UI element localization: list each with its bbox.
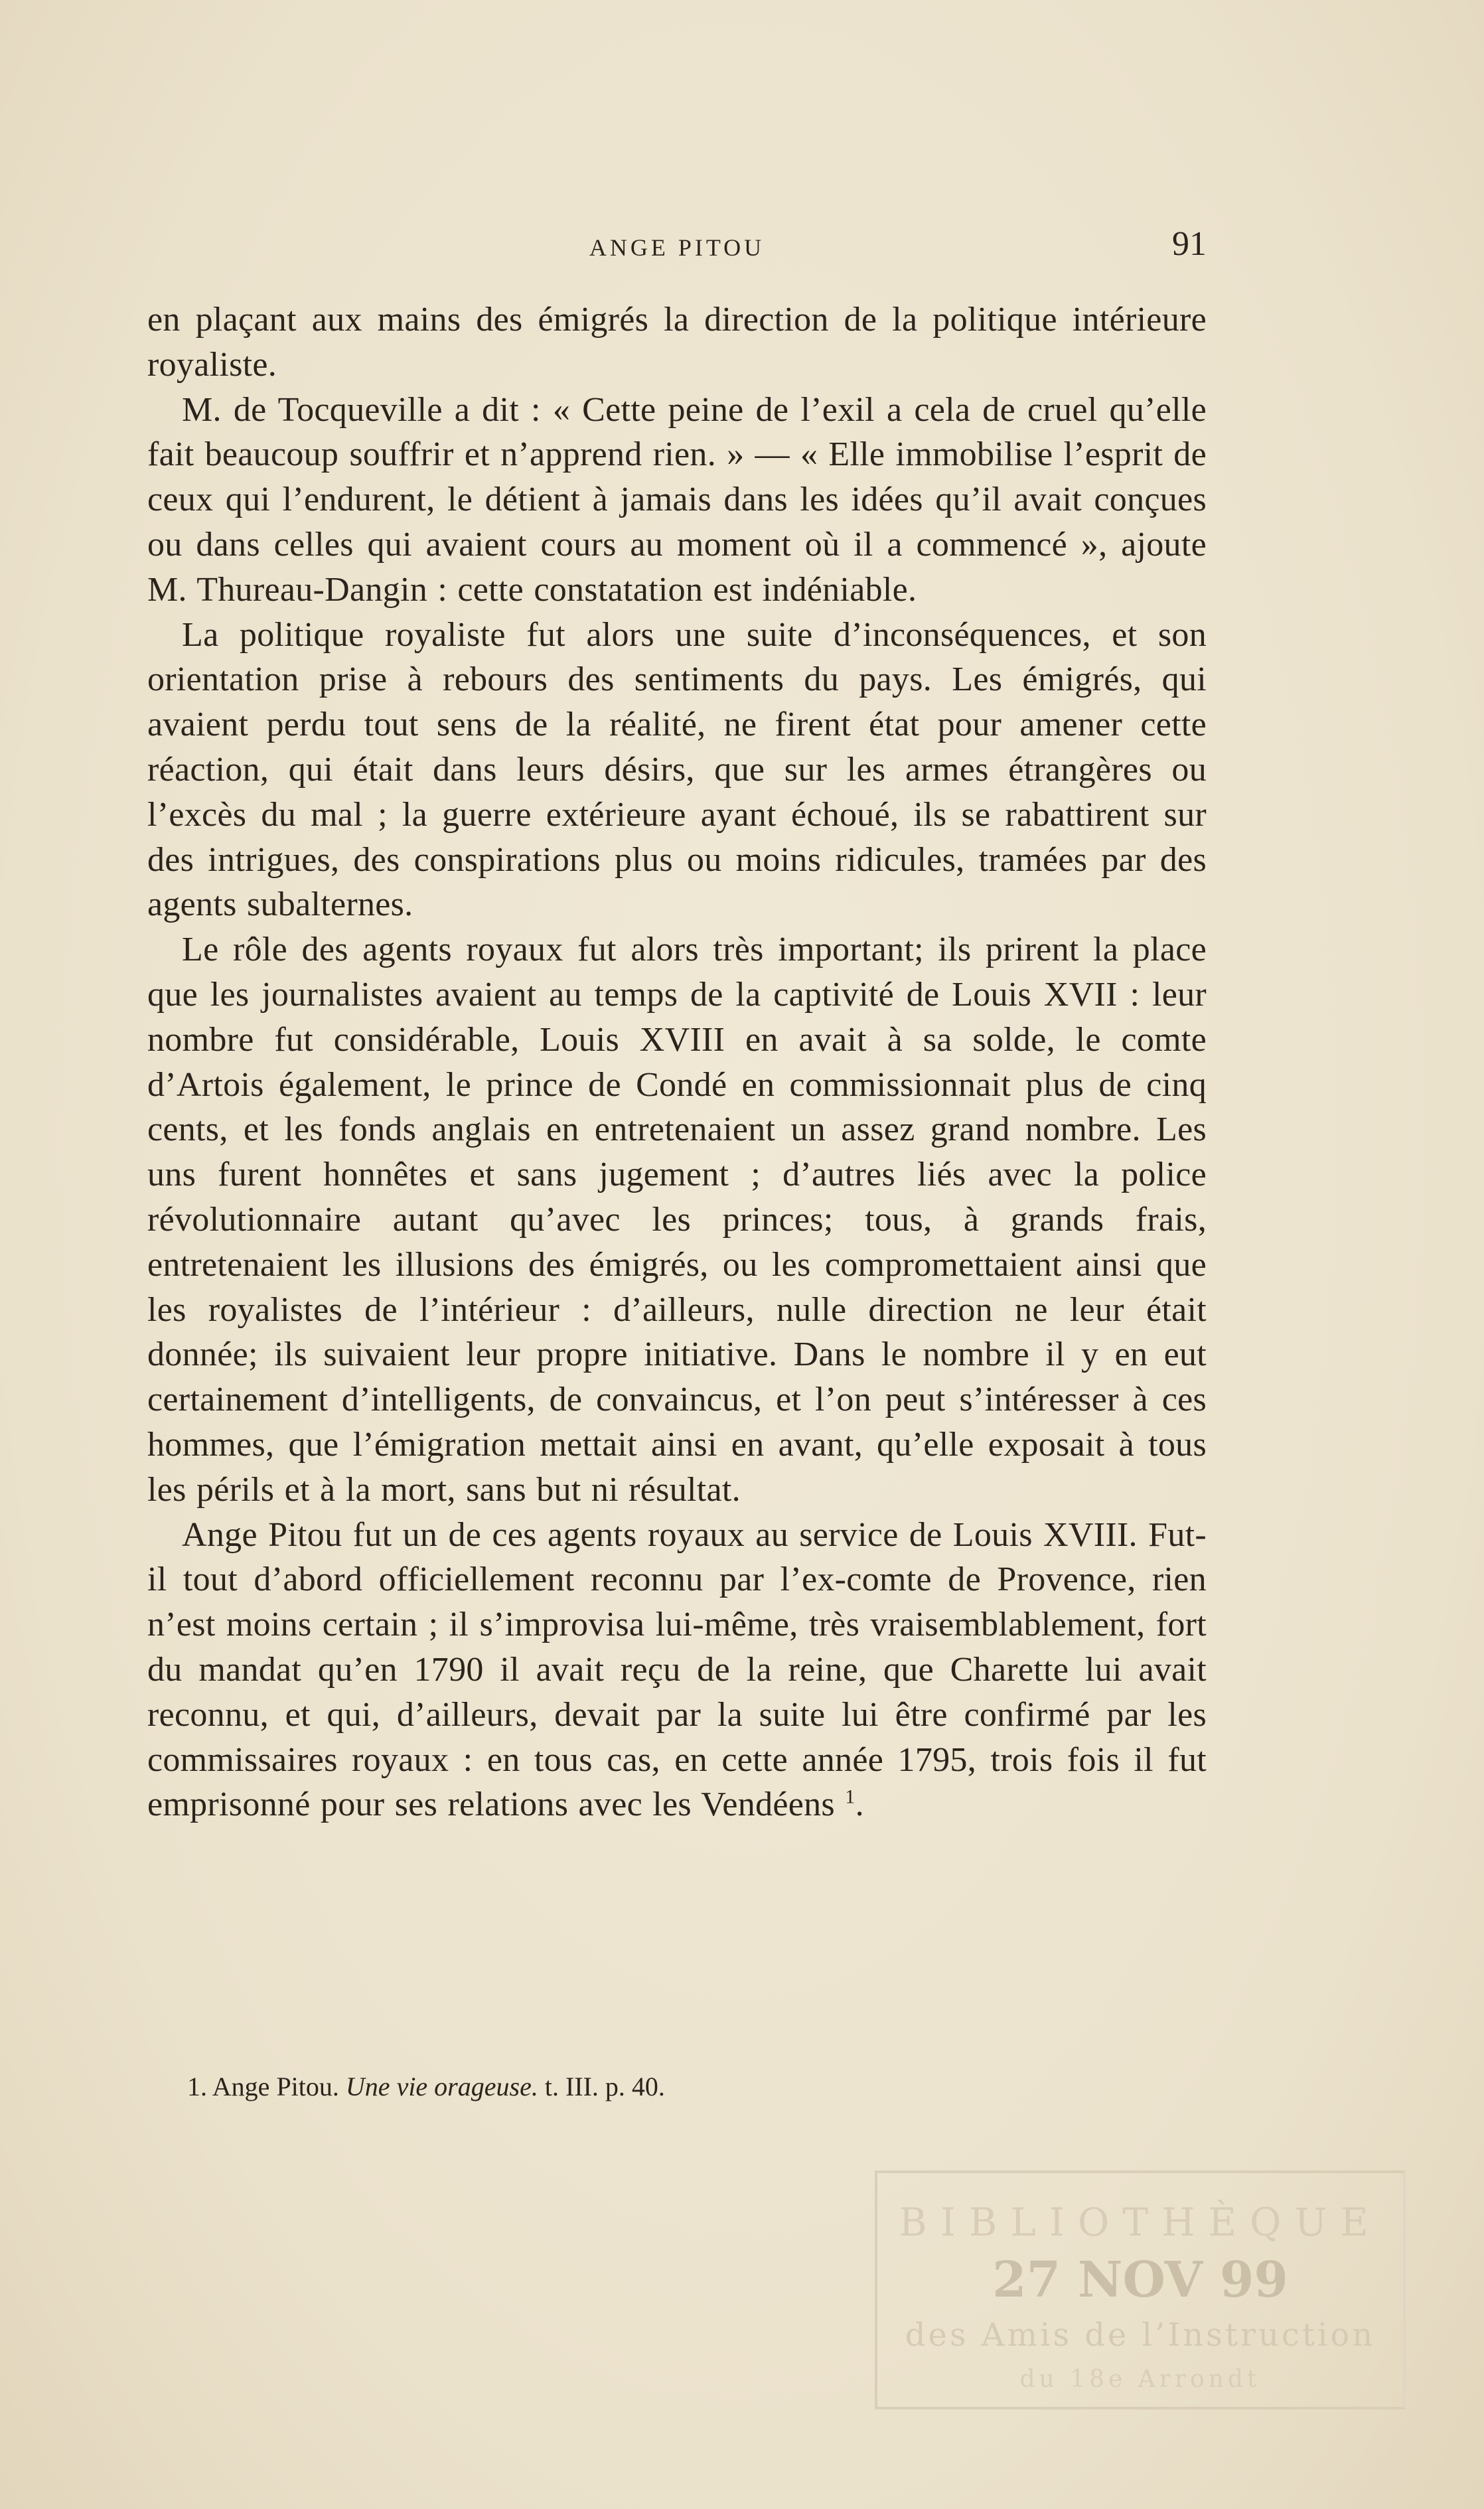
footnote-reference-detail: t. III. p. 40. (544, 2072, 665, 2101)
body-text (147, 297, 1207, 1827)
paragraph-1: en plaçant aux mains des émigrés la direction de la politique intérieure royaliste. (147, 301, 1207, 384)
running-title: ANGE PITOU (589, 234, 765, 261)
stamp-date: 27 NOV 99 (992, 2251, 1288, 2309)
paragraph-2: M. de Tocqueville a dit : « Cette peine de l’exil a cela de cruel qu’elle fait beaucoup souffrir et n’apprend rien. » — « Elle immobilise l’esprit de ceux qui l’endurent, le détient à jamais dans les idées qu’il avait conçues ou dans celles qui avaient cours au moment où il a commencé », ajoute M. Thureau-Dangin : cette constatation est indéniable. (147, 390, 1207, 609)
footnote-title: Une vie orageuse. (345, 2072, 538, 2101)
footnote (187, 2068, 1183, 2105)
paragraph-5 (147, 1513, 1207, 1828)
footnote-reference: 1 (845, 1786, 855, 1808)
running-head (147, 224, 1207, 271)
stamp-society: des Amis de l’Instruction (905, 2317, 1376, 2354)
paragraph-5-text: Ange Pitou fut un de ces agents royaux au service de Louis XVIII. Fut-il tout d’abord officiellement reconnu par l’ex-comte de Provence, rien n’est moins certain ; il s’improvisa lui-même, très vraisemblablement, fort du mandat qu’en 1790 il avait reçu de la reine, que Charette lui avait reconnu, et qui, d’ailleurs, devait par la suite lui être confirmé par les commissaires royaux : en tous cas, en cette année 1795, trois fois il fut emprisonné pour ses relations avec les Vendéens (147, 1515, 1207, 1824)
paragraph-5-end: . (855, 1786, 864, 1824)
stamp-library-name: BIBLIOTHÈQUE (899, 2200, 1382, 2245)
stamp-arrondissement: du 18e Arrondt (1019, 2366, 1261, 2393)
paragraph-4: Le rôle des agents royaux fut alors très important; ils prirent la place que les journalistes avaient au temps de la captivité de Louis XVII : leur nombre fut considérable, Louis XVIII en avait à sa solde, le comte d’Artois également, le prince de Condé en commissionnait plus de cinq cents, et les fonds anglais en entretenaient un assez grand nombre. Les uns furent honnêtes et sans jugement ; d’autres liés avec la police révolutionnaire autant qu’avec les princes; tous, à grands frais, entretenaient les illusions des émigrés, ou les compromettaient ainsi que les royalistes de l’intérieur : d’ailleurs, nulle direction ne leur était donnée; ils suivaient leur propre initiative. Dans le nombre il y en eut certainement d’intelligents, de convaincus, et l’on peut s’intéresser à ces hommes, que l’émigration mettait ainsi en avant, qu’elle exposait à tous les périls et à la mort, sans but ni résultat. (147, 931, 1207, 1509)
footnote-number: 1. (187, 2072, 207, 2101)
library-stamp (875, 2170, 1406, 2409)
paragraph-3: La politique royaliste fut alors une suite d’inconséquences, et son orientation prise à rebours des sentiments du pays. Les émigrés, qui avaient perdu tout sens de la réalité, ne firent état pour amener cette réaction, qui était dans leurs désirs, que sur les armes étrangères ou l’excès du mal ; la guerre extérieure ayant échoué, ils se rabattirent sur des intrigues, des conspirations plus ou moins ridicules, tramées par des agents subalternes. (147, 615, 1207, 924)
page-number: 91 (1172, 225, 1207, 263)
footnote-author: Ange Pitou. (212, 2072, 339, 2101)
